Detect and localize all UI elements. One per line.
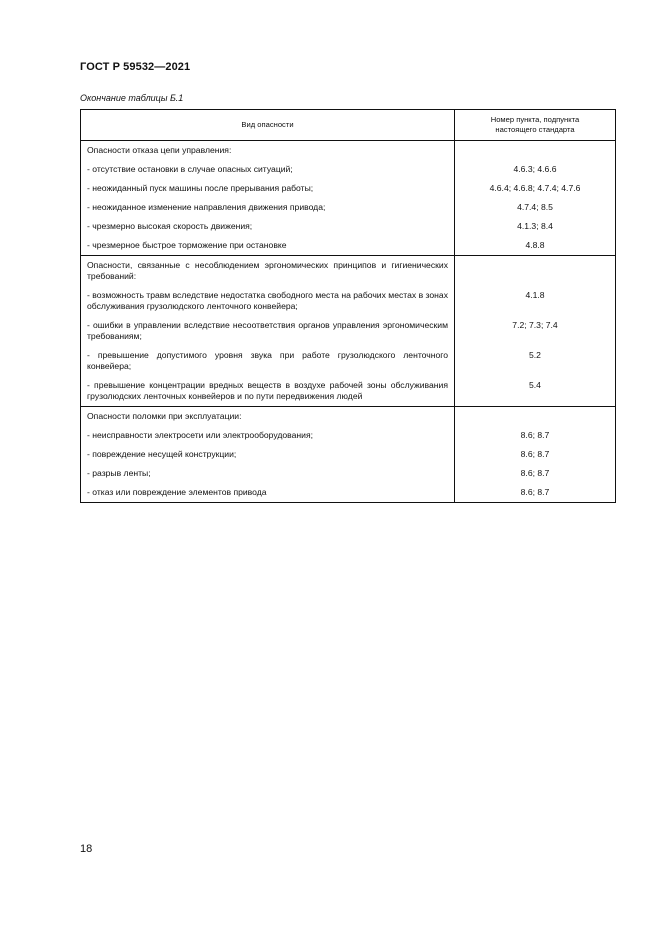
clause-ref: 4.6.4; 4.6.8; 4.7.4; 4.7.6 xyxy=(455,179,616,198)
table-row xyxy=(81,179,616,198)
hazard-cell: - превышение допустимого уровня звука при работе грузолюдского ленточного конвейера; xyxy=(81,346,455,376)
hazard-cell: - неожиданное изменение направления движения привода; xyxy=(81,198,455,217)
hazard-cell: - разрыв ленты; xyxy=(81,464,455,483)
table-row xyxy=(81,236,616,256)
group-title: Опасности, связанные с несоблюдением эргономических принципов и гигиенических требований: xyxy=(81,256,455,287)
clause-ref: 7.2; 7.3; 7.4 xyxy=(455,316,616,346)
table-header-row xyxy=(81,110,616,141)
hazard-cell: - чрезмерно высокая скорость движения; xyxy=(81,217,455,236)
col-header-clause: Номер пункта, подпункта настоящего стандарта xyxy=(455,110,616,141)
document-code: ГОСТ Р 59532—2021 xyxy=(80,61,191,73)
table-caption: Окончание таблицы Б.1 xyxy=(80,93,184,103)
table-row xyxy=(81,346,616,376)
clause-ref: 8.6; 8.7 xyxy=(455,426,616,445)
table-row xyxy=(81,445,616,464)
clause-ref: 5.2 xyxy=(455,346,616,376)
table-row xyxy=(81,316,616,346)
clause-ref: 4.6.3; 4.6.6 xyxy=(455,160,616,179)
clause-ref: 8.6; 8.7 xyxy=(455,464,616,483)
clause-ref: 4.1.8 xyxy=(455,286,616,316)
table-row xyxy=(81,217,616,236)
clause-ref xyxy=(455,407,616,427)
hazards-table xyxy=(80,109,616,503)
clause-ref: 5.4 xyxy=(455,376,616,407)
clause-ref: 4.7.4; 8.5 xyxy=(455,198,616,217)
hazard-cell: - отказ или повреждение элементов привода xyxy=(81,483,455,503)
table-row xyxy=(81,483,616,503)
clause-ref: 4.1.3; 8.4 xyxy=(455,217,616,236)
clause-ref xyxy=(455,256,616,287)
table-row xyxy=(81,160,616,179)
table-row xyxy=(81,464,616,483)
hazard-cell: - неожиданный пуск машины после прерывания работы; xyxy=(81,179,455,198)
hazard-cell: - превышение концентрации вредных веществ в воздухе рабочей зоны обслуживания грузолюдских ленточных конвейеров и по пути передвижения людей xyxy=(81,376,455,407)
hazard-cell: - ошибки в управлении вследствие несоответствия органов управления эргономическим требованиям; xyxy=(81,316,455,346)
group-title-row xyxy=(81,141,616,161)
hazard-cell: - отсутствие остановки в случае опасных ситуаций; xyxy=(81,160,455,179)
hazard-cell: - повреждение несущей конструкции; xyxy=(81,445,455,464)
group-title: Опасности поломки при эксплуатации: xyxy=(81,407,455,427)
clause-ref: 4.8.8 xyxy=(455,236,616,256)
table-row xyxy=(81,198,616,217)
clause-ref xyxy=(455,141,616,161)
page-number: 18 xyxy=(80,843,93,855)
table-row xyxy=(81,376,616,407)
group-title: Опасности отказа цепи управления: xyxy=(81,141,455,161)
group-title-row xyxy=(81,407,616,427)
table-row xyxy=(81,426,616,445)
clause-ref: 8.6; 8.7 xyxy=(455,445,616,464)
col-header-hazard: Вид опасности xyxy=(81,110,455,141)
hazard-cell: - возможность травм вследствие недостатка свободного места на рабочих местах в зонах обслуживания грузолюдского ленточного конвейера; xyxy=(81,286,455,316)
hazard-cell: - неисправности электросети или электрооборудования; xyxy=(81,426,455,445)
group-title-row xyxy=(81,256,616,287)
table-row xyxy=(81,286,616,316)
hazard-cell: - чрезмерное быстрое торможение при остановке xyxy=(81,236,455,256)
clause-ref: 8.6; 8.7 xyxy=(455,483,616,503)
